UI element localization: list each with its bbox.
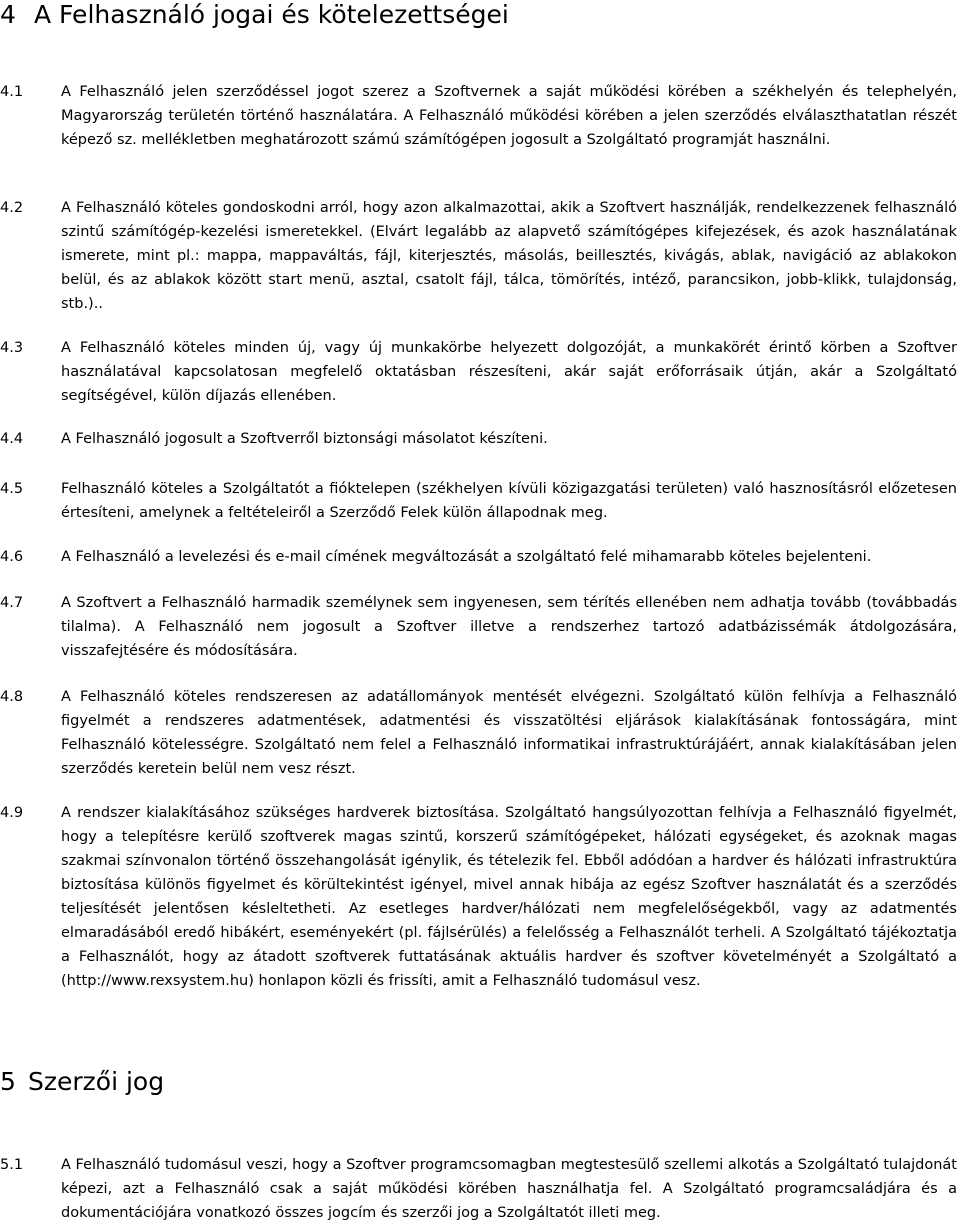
clause-text: A Felhasználó jelen szerződéssel jogot szerez a Szoftvernek a saját működési körében a székhelyén és telephelyén, Magyarország területén történő használatára. A Felhasználó működési körében a jelen szerződés elválaszthatatlan részét képező sz. mellékletben meghatározott számú számítógépen jogosult a Szolgáltató programját használni. [61,84,957,148]
clause-number: 4.2 [0,200,24,216]
clause-text: A Felhasználó tudomásul veszi, hogy a Szoftver programcsomagban megtestesülő szellemi alkotás a Szolgáltató tulajdonát képezi, azt a Felhasználó csak a saját működési körében használhatja fel. A Szolgáltató programcsaládjára és a dokumentációjára vonatkozó összes jogcím és szerzői jog a Szolgáltatót illeti meg. [61,1157,957,1221]
clause-number: 5.1 [0,1157,24,1173]
clause-4-3 [0,336,960,408]
clause-text: A Szoftvert a Felhasználó harmadik személynek sem ingyenesen, sem térítés ellenében nem adhatja tovább (továbbadás tilalma). A Felhasználó nem jogosult a Szoftver illetve a rendszerhez tartozó adatbázissémák átdolgozására, visszafejtésére és módosítására. [61,595,957,659]
clause-4-2 [0,196,960,316]
clause-number: 4.3 [0,340,24,356]
clause-text: A Felhasználó köteles minden új, vagy új munkakörbe helyezett dolgozóját, a munkakörét érintő körben a Szoftver használatával kapcsolatosan megfelelő oktatásban részesíteni, akár saját erőforrásaik útján, akár a Szolgáltató segítségével, külön díjazás ellenében. [61,340,957,404]
clause-number: 4.7 [0,595,24,611]
section-5-number: 5 [0,1067,16,1096]
section-5-heading [0,1067,164,1097]
clause-4-7 [0,591,960,663]
clause-number: 4.8 [0,689,24,705]
clause-number: 4.1 [0,84,24,100]
clause-number: 4.9 [0,805,24,821]
clause-4-8 [0,685,960,781]
clause-text: A Felhasználó köteles gondoskodni arról, hogy azon alkalmazottai, akik a Szoftvert használják, rendelkezzenek felhasználó szintű számítógép-kezelési ismeretekkel. (Elvárt legalább az alapvető számítógépes kifejezések, és azok használatának ismerete, mint pl.: mappa, mappaváltás, fájl, kiterjesztés, másolás, beillesztés, kivágás, ablak, navigáció az ablakokon belül, és az ablakok között start menü, asztal, csatolt fájl, tálca, tömörítés, intéző, parancsikon, jobb-klikk, tulajdonság, stb.).. [61,200,957,312]
clause-text: A Felhasználó jogosult a Szoftverről biztonsági másolatot készíteni. [61,431,548,447]
section-4-heading [0,0,509,30]
clause-number: 4.6 [0,549,24,565]
clause-text: A Felhasználó köteles rendszeresen az adatállományok mentését elvégezni. Szolgáltató külön felhívja a Felhasználó figyelmét a rendszeres adatmentések, adatmentési és visszatöltési eljárások kialakításának fontosságára, mint Felhasználó kötelességre. Szolgáltató nem felel a Felhasználó informatikai infrastruktúrájáért, annak kialakításában jelen szerződés keretein belül nem vesz részt. [61,689,957,777]
clause-4-9 [0,801,960,993]
clause-text: A rendszer kialakításához szükséges hardverek biztosítása. Szolgáltató hangsúlyozottan felhívja a Felhasználó figyelmét, hogy a telepítésre kerülő szoftverek magas szintű, korszerű számítógépeket, hálózati egységeket, és azoknak magas szakmai színvonalon történő összehangolását igénylik, és tételezik fel. Ebből adódóan a hardver és hálózati infrastruktúra biztosítása különös figyelmet és körültekintést igényel, mivel annak hibája az egész Szoftver használatát és a szerződés teljesítését jelentősen késleltetheti. Az esetleges hardver/hálózati nem megfelelőségekből, vagy az adatmentés elmaradásából eredő hibákért, eseményekért (pl. fájlsérülés) a felelősség a Felhasználót terheli. A Szolgáltató tájékoztatja a Felhasználót, hogy az átadott szoftverek futtatásának aktuális hardver és szoftver követelményét a Szolgáltató a (http://www.rexsystem.hu) honlapon közli és frissíti, amit a Felhasználó tudomásul vesz. [61,805,957,989]
clause-number: 4.5 [0,481,24,497]
clause-4-4 [0,427,960,451]
section-4-number: 4 [0,0,16,29]
section-5-title: Szerzői jog [28,1067,165,1096]
clause-text: A Felhasználó a levelezési és e-mail címének megváltozását a szolgáltató felé mihamarabb köteles bejelenteni. [61,549,872,565]
clause-text: Felhasználó köteles a Szolgáltatót a fióktelepen (székhelyen kívüli közigazgatási területen) való hasznosításról előzetesen értesíteni, amelynek a feltételeiről a Szerződő Felek külön állapodnak meg. [61,481,957,521]
clause-4-5 [0,477,960,525]
clause-5-1 [0,1153,960,1225]
section-4-title: A Felhasználó jogai és kötelezettségei [34,0,509,29]
clause-number: 4.4 [0,431,24,447]
clause-4-6 [0,545,960,569]
clause-4-1 [0,80,960,152]
